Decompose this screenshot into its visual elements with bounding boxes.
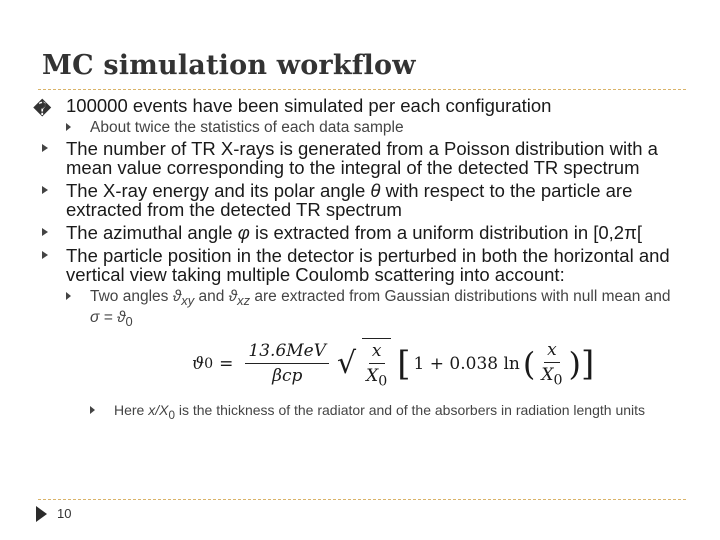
sub-bullet-thickness (90, 402, 682, 424)
bullet-text-and: and (194, 288, 229, 305)
theta-symbol: θ (370, 180, 381, 201)
bullet-text: 100000 events have been simulated per each configuration (66, 95, 552, 116)
bullet-arrow-icon (42, 228, 48, 236)
fraction-denominator (541, 363, 562, 388)
sub-bullet-statistics (66, 119, 682, 136)
bullet-text-cont: are extracted from Gaussian distributions with null mean and (250, 288, 671, 305)
fraction-thickness (362, 338, 391, 389)
sigma-expression: σ = ϑ (90, 309, 126, 327)
formula-equals: = (219, 353, 234, 374)
bullet-text: Two angles (90, 288, 173, 305)
bullet-arrow-icon (42, 144, 48, 152)
fraction-numerator: x (544, 340, 560, 363)
missing-glyph-icon: � (33, 99, 52, 119)
formula-lhs-sub: 0 (204, 355, 214, 372)
paren-left: ( (522, 344, 536, 383)
bullet-text: About twice the statistics of each data sample (90, 119, 404, 136)
bullet-particle-position (42, 246, 682, 284)
bullet-text: The number of TR X-rays is generated from a Poisson distribution with a mean value corresponding to the integral of the detected TR spectrum (66, 138, 658, 178)
slide-body (33, 95, 682, 423)
bullet-text: Here (114, 401, 149, 418)
radical-sign: √ (337, 345, 357, 381)
thickness-ratio: x/X (148, 401, 169, 418)
angle-xy-subscript: xy (181, 293, 195, 309)
angle-xy-symbol: ϑ (172, 288, 182, 305)
fraction-numerator: x (369, 341, 385, 364)
footer-divider (38, 499, 686, 500)
bullet-arrow-icon (42, 251, 48, 259)
fraction-log-arg (541, 340, 562, 388)
bullet-arrow-icon (66, 123, 71, 131)
bullet-poisson (42, 139, 682, 177)
angle-xz-subscript: xz (237, 293, 251, 309)
bullet-text: The X-ray energy and its polar angle (66, 180, 371, 201)
formula-lhs: ϑ (192, 353, 205, 374)
page-number: 10 (57, 506, 72, 521)
denominator-subscript: 0 (378, 373, 388, 390)
denominator-symbol: X (541, 364, 554, 385)
bracket-left: [ (397, 343, 411, 384)
sub-bullet-two-angles (66, 288, 682, 330)
bullet-xray-energy (42, 181, 682, 219)
phi-symbol: φ (237, 222, 250, 243)
fraction-energy (245, 341, 329, 386)
fraction-denominator: βcp (272, 366, 303, 387)
bullet-arrow-icon (90, 406, 95, 414)
bullet-arrow-icon (42, 186, 48, 194)
bullet-text-cont: is the thickness of the radiator and of the absorbers in radiation length units (174, 401, 646, 418)
bullet-text: The particle position in the detector is perturbed in both the horizontal and vertical view taking multiple Coulomb scattering into account: (66, 245, 670, 285)
bullet-arrow-icon (66, 292, 71, 300)
bullet-azimuthal (42, 223, 682, 242)
bullet-text: The azimuthal angle (66, 222, 238, 243)
page-arrow-icon (36, 506, 47, 522)
title-divider (38, 89, 686, 90)
paren-right: ) (568, 344, 581, 383)
bracket-right: ] (580, 343, 595, 384)
denominator-symbol: X (366, 366, 379, 387)
angle-xz-symbol: ϑ (228, 288, 238, 305)
formula-log-term: 1 + 0.038 ln (413, 353, 520, 374)
bullet-events-simulated (33, 95, 682, 119)
bullet-text-cont: with respect to the particle are extracted from the detected TR spectrum (66, 180, 633, 220)
bullet-text-cont: is extracted from a uniform distribution in [0,2π[ (249, 222, 643, 243)
fraction-numerator: 13.6MeV (245, 341, 329, 364)
square-root (337, 338, 397, 389)
slide-title: MC simulation workflow (42, 50, 416, 81)
highland-formula (192, 338, 682, 389)
sigma-subscript: 0 (125, 314, 133, 330)
fraction-denominator (366, 364, 387, 389)
thickness-subscript: 0 (168, 408, 175, 422)
denominator-subscript: 0 (553, 372, 563, 389)
